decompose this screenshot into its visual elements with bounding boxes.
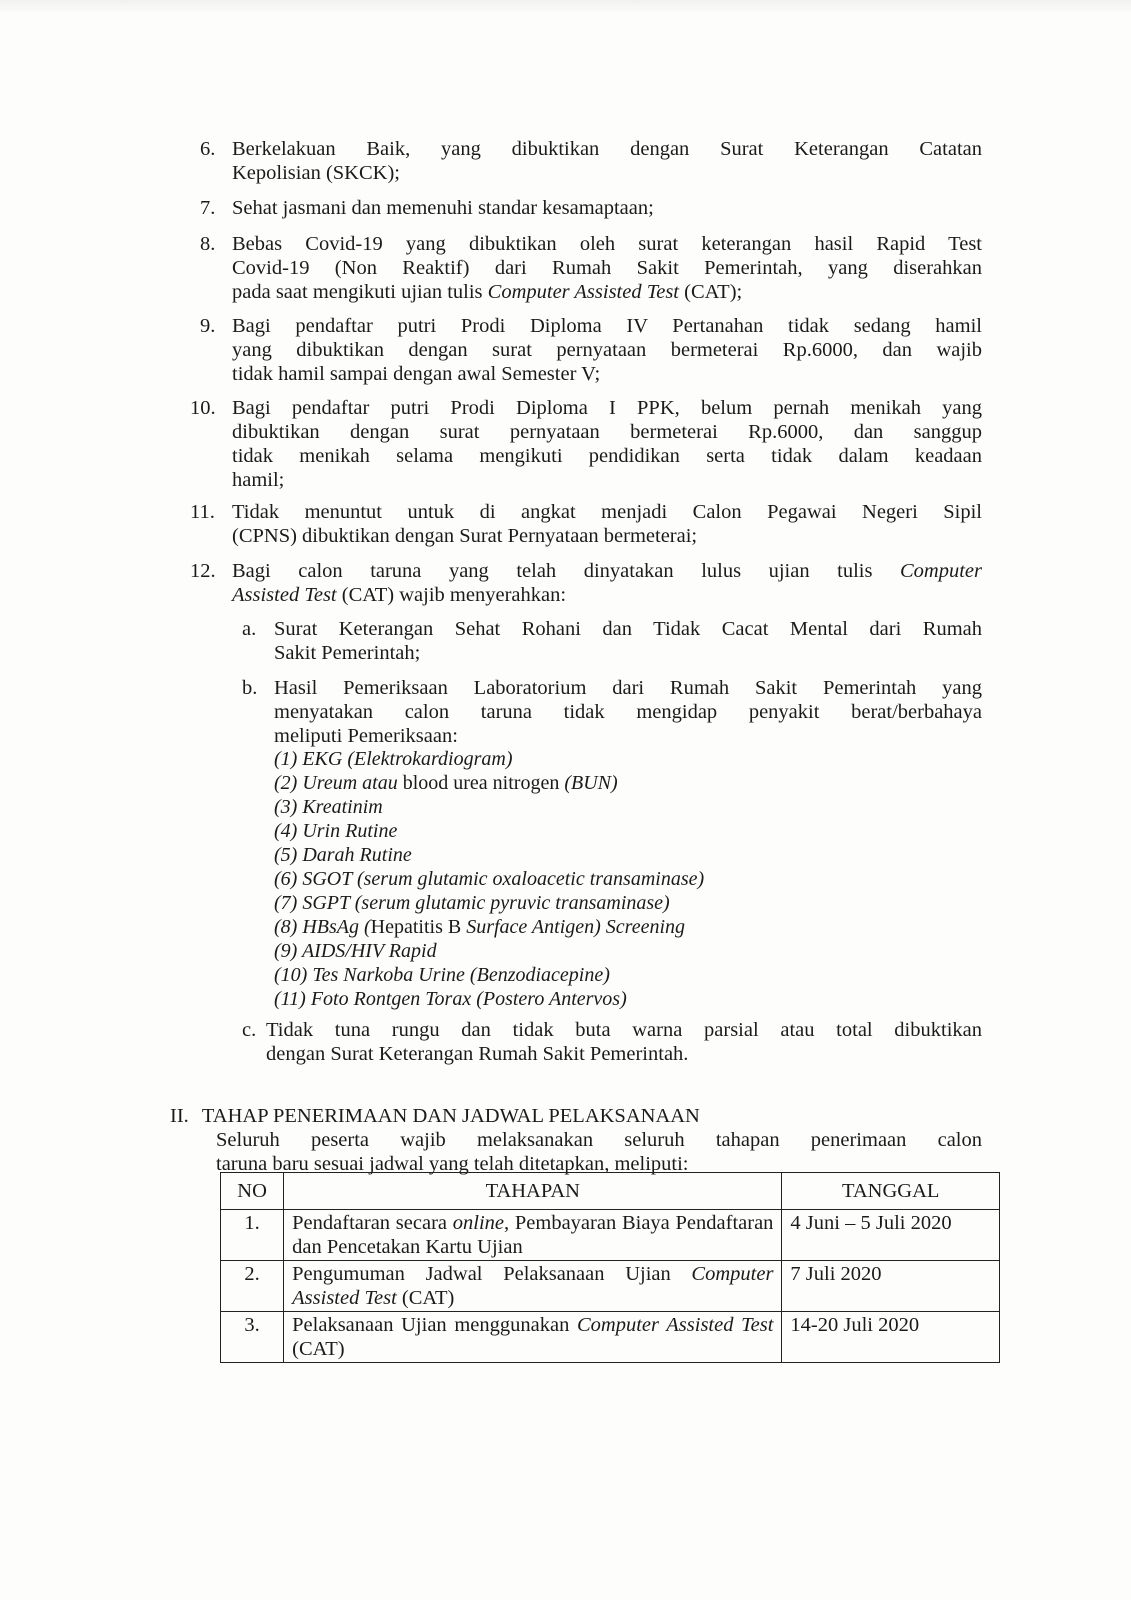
exam-text-plain: Hepatitis B bbox=[370, 916, 467, 938]
exam-item bbox=[274, 987, 627, 1011]
item-text-line: menyatakan calon taruna tidak mengidap penyakit berat/berbahaya bbox=[274, 701, 982, 723]
text-run: , Pembayaran Biaya Pendaftaran dan Pencetakan Kartu Ujian bbox=[292, 1212, 774, 1258]
item-number: 11. bbox=[190, 501, 215, 523]
text-run: pada saat mengikuti ujian tulis bbox=[232, 281, 488, 303]
item-number: 8. bbox=[200, 233, 216, 255]
sub-item-letter: c. bbox=[242, 1019, 257, 1041]
exam-text: SGOT (serum glutamic oxaloacetic transaminase) bbox=[302, 868, 705, 890]
item-text-line bbox=[232, 280, 982, 304]
exam-item bbox=[274, 747, 512, 771]
exam-item bbox=[274, 867, 704, 891]
item-text-line: Bagi pendaftar putri Prodi Diploma IV Pertanahan tidak sedang hamil bbox=[232, 315, 982, 337]
italic-run: Assisted Test bbox=[232, 584, 337, 606]
cell-tanggal: 4 Juni – 5 Juli 2020 bbox=[782, 1210, 1000, 1261]
item-text-line: Tidak tuna rungu dan tidak buta warna parsial atau total dibuktikan bbox=[266, 1019, 982, 1041]
item-text-line: Berkelakuan Baik, yang dibuktikan dengan Surat Keterangan Catatan bbox=[232, 138, 982, 160]
exam-item bbox=[274, 963, 610, 987]
text-run: (CAT) wajib menyerahkan: bbox=[336, 584, 567, 606]
exam-number: (2) bbox=[274, 772, 298, 794]
section-intro bbox=[216, 1128, 982, 1176]
item-text-line bbox=[232, 583, 982, 607]
exam-text: SGPT (serum glutamic pyruvic transaminase) bbox=[302, 892, 670, 914]
cell-no: 1. bbox=[221, 1210, 284, 1261]
item-text-line: meliputi Pemeriksaan: bbox=[274, 725, 458, 747]
item-text-line: Bagi pendaftar putri Prodi Diploma I PPK, belum pernah menikah yang bbox=[232, 397, 982, 419]
header-no: NO bbox=[221, 1173, 284, 1210]
exam-number: (1) bbox=[274, 748, 298, 770]
italic-run: Computer Assisted Test bbox=[576, 1314, 774, 1336]
exam-number: (4) bbox=[274, 820, 298, 842]
section-roman: II. bbox=[170, 1105, 189, 1127]
exam-text: Surface Antigen) Screening bbox=[466, 916, 686, 938]
item-text-line: Bebas Covid-19 yang dibuktikan oleh surat keterangan hasil Rapid Test bbox=[232, 233, 982, 255]
italic-run: Computer Assisted Test bbox=[292, 1263, 774, 1309]
item-number: 6. bbox=[200, 138, 216, 160]
exam-text: EKG (Elektrokardiogram) bbox=[302, 748, 513, 770]
scan-edge bbox=[0, 0, 1131, 14]
cell-no: 3. bbox=[221, 1312, 284, 1363]
item-number: 9. bbox=[200, 315, 216, 337]
cell-tanggal: 7 Juli 2020 bbox=[782, 1261, 1000, 1312]
table-row bbox=[221, 1261, 1000, 1312]
text-run: Pengumuman Jadwal Pelaksanaan Ujian bbox=[292, 1263, 692, 1285]
exam-number: (10) bbox=[274, 964, 308, 986]
item-text-line: dengan Surat Keterangan Rumah Sakit Pemerintah. bbox=[266, 1043, 689, 1065]
exam-text: Foto Rontgen Torax (Postero Antervos) bbox=[310, 988, 627, 1010]
exam-text: Ureum atau bbox=[302, 772, 398, 794]
text-run: (CAT); bbox=[679, 281, 743, 303]
text-run: (CAT) bbox=[292, 1338, 345, 1360]
schedule-table bbox=[220, 1172, 1000, 1363]
item-text-line: Tidak menuntut untuk di angkat menjadi Calon Pegawai Negeri Sipil bbox=[232, 501, 982, 523]
table-header-row bbox=[221, 1173, 1000, 1210]
exam-text-plain: blood urea nitrogen bbox=[397, 772, 565, 794]
cell-tahapan bbox=[284, 1261, 782, 1312]
cell-tanggal: 14-20 Juli 2020 bbox=[782, 1312, 1000, 1363]
exam-text: Darah Rutine bbox=[302, 844, 412, 866]
item-text-line: Kepolisian (SKCK); bbox=[232, 162, 400, 184]
exam-item bbox=[274, 771, 618, 795]
item-number: 7. bbox=[200, 197, 216, 219]
exam-number: (7) bbox=[274, 892, 298, 914]
item-number: 10. bbox=[190, 397, 216, 419]
item-text-line: Sakit Pemerintah; bbox=[274, 642, 421, 664]
item-text-line: Hasil Pemeriksaan Laboratorium dari Rumah Sakit Pemerintah yang bbox=[274, 677, 982, 699]
exam-item bbox=[274, 819, 397, 843]
cell-tahapan bbox=[284, 1210, 782, 1261]
italic-run: online bbox=[452, 1212, 505, 1234]
exam-item bbox=[274, 843, 412, 867]
exam-number: (5) bbox=[274, 844, 298, 866]
cell-tahapan bbox=[284, 1312, 782, 1363]
item-text-line: tidak menikah selama mengikuti pendidikan serta tidak dalam keadaan bbox=[232, 445, 982, 467]
text-run: (CAT) bbox=[396, 1287, 455, 1309]
cell-no: 2. bbox=[221, 1261, 284, 1312]
exam-number: (9) bbox=[274, 940, 298, 962]
item-text-line: Surat Keterangan Sehat Rohani dan Tidak Cacat Mental dari Rumah bbox=[274, 618, 982, 640]
table-row bbox=[221, 1210, 1000, 1261]
exam-text: AIDS/HIV Rapid bbox=[301, 940, 437, 962]
header-tahapan: TAHAPAN bbox=[284, 1173, 782, 1210]
sub-item-letter: b. bbox=[242, 677, 258, 699]
item-text-line: tidak hamil sampai dengan awal Semester V; bbox=[232, 363, 601, 385]
item-text-line: Sehat jasmani dan memenuhi standar kesamaptaan; bbox=[232, 197, 654, 219]
text-run: Pendaftaran secara bbox=[292, 1212, 453, 1234]
exam-text: (BUN) bbox=[564, 772, 618, 794]
item-text-line: (CPNS) dibuktikan dengan Surat Pernyataan bermeterai; bbox=[232, 525, 698, 547]
exam-text: Tes Narkoba Urine (Benzodiacepine) bbox=[312, 964, 610, 986]
text-run: Pelaksanaan Ujian menggunakan bbox=[292, 1314, 577, 1336]
section-title: TAHAP PENERIMAAN DAN JADWAL PELAKSANAAN bbox=[201, 1105, 700, 1127]
item-text-line: dibuktikan dengan surat pernyataan bermeterai Rp.6000, dan sanggup bbox=[232, 421, 982, 443]
exam-text: Urin Rutine bbox=[302, 820, 398, 842]
intro-line: taruna baru sesuai jadwal yang telah ditetapkan, meliputi: bbox=[216, 1153, 689, 1175]
exam-number: (3) bbox=[274, 796, 298, 818]
exam-text: HBsAg ( bbox=[302, 916, 371, 938]
item-text-line bbox=[232, 559, 982, 583]
intro-line: Seluruh peserta wajib melaksanakan seluruh tahapan penerimaan calon bbox=[216, 1129, 982, 1151]
exam-item bbox=[274, 795, 383, 819]
exam-number: (11) bbox=[274, 988, 306, 1010]
italic-run: Computer Assisted Test bbox=[487, 281, 680, 303]
italic-run: Computer bbox=[900, 560, 982, 582]
exam-item bbox=[274, 891, 670, 915]
exam-item bbox=[274, 915, 685, 939]
item-number: 12. bbox=[190, 560, 216, 582]
text-run: Bagi calon taruna yang telah dinyatakan lulus ujian tulis bbox=[232, 560, 900, 582]
item-text-line: hamil; bbox=[232, 469, 285, 491]
header-tanggal: TANGGAL bbox=[782, 1173, 1000, 1210]
sub-item-letter: a. bbox=[242, 618, 257, 640]
section-heading bbox=[170, 1104, 700, 1128]
exam-text: Kreatinim bbox=[302, 796, 383, 818]
exam-number: (6) bbox=[274, 868, 298, 890]
exam-number: (8) bbox=[274, 916, 298, 938]
item-text-line: Covid-19 (Non Reaktif) dari Rumah Sakit Pemerintah, yang diserahkan bbox=[232, 257, 982, 279]
table-row bbox=[221, 1312, 1000, 1363]
exam-item bbox=[274, 939, 437, 963]
item-text-line: yang dibuktikan dengan surat pernyataan bermeterai Rp.6000, dan wajib bbox=[232, 339, 982, 361]
